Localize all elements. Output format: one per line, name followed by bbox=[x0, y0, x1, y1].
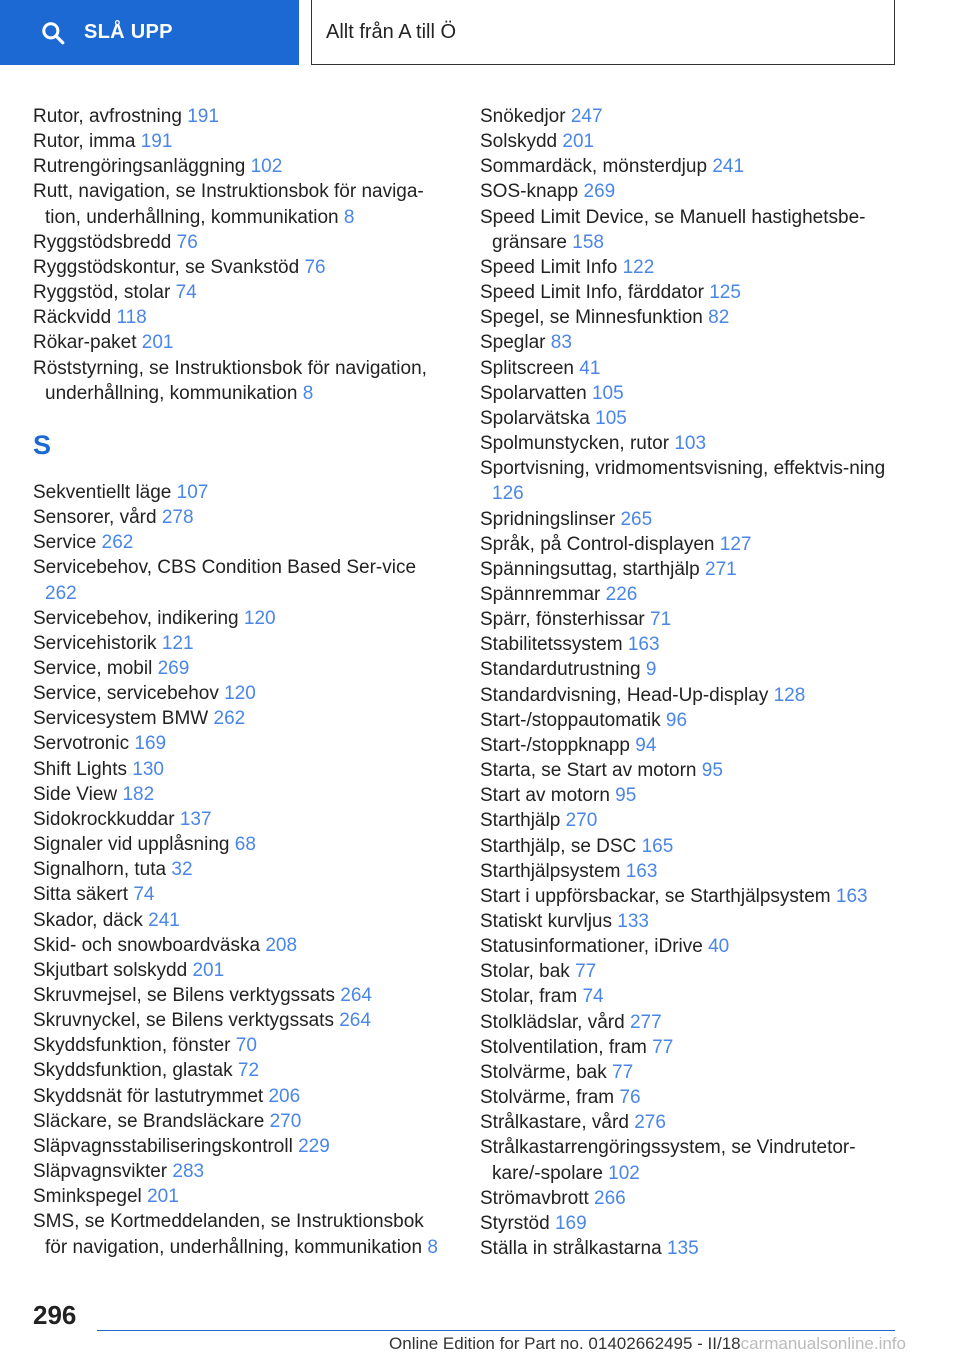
index-term: Shift Lights bbox=[33, 758, 127, 780]
index-entry bbox=[480, 708, 900, 733]
page-link[interactable]: 277 bbox=[629, 1011, 662, 1033]
index-term: Strålkastare, vård bbox=[480, 1112, 629, 1134]
index-term: Ryggstödskontur, se Svankstöd bbox=[33, 256, 300, 278]
footer-divider bbox=[97, 1330, 895, 1331]
index-entry bbox=[480, 783, 900, 808]
index-term: SOS-knapp bbox=[480, 181, 579, 203]
page-link[interactable]: 77 bbox=[652, 1036, 674, 1058]
index-entry bbox=[480, 330, 900, 355]
footer-edition bbox=[389, 1334, 906, 1354]
index-entry bbox=[33, 280, 443, 305]
index-entry bbox=[480, 859, 900, 884]
page-link[interactable]: 118 bbox=[116, 307, 147, 329]
index-entry bbox=[33, 230, 443, 255]
index-term: Skjutbart solskydd bbox=[33, 959, 188, 981]
page-link[interactable]: 77 bbox=[612, 1061, 634, 1083]
edition-text: Online Edition for Part no. 01402662495 - II/18 bbox=[389, 1334, 741, 1353]
page-link[interactable]: 120 bbox=[243, 607, 276, 629]
index-entry bbox=[480, 129, 900, 154]
page-link[interactable]: 94 bbox=[635, 734, 657, 756]
index-term: Stabilitetssystem bbox=[480, 634, 623, 656]
page-link[interactable]: 191 bbox=[140, 131, 173, 153]
index-entry bbox=[33, 1033, 443, 1058]
page-link[interactable]: 201 bbox=[147, 1186, 179, 1208]
index-entry bbox=[33, 731, 443, 756]
page-link[interactable]: 137 bbox=[179, 808, 212, 830]
page-link[interactable]: 72 bbox=[237, 1060, 260, 1082]
index-term: Ställa in strålkastarna bbox=[480, 1238, 662, 1260]
page-link[interactable]: 102 bbox=[250, 156, 283, 178]
index-term: Service bbox=[33, 532, 97, 554]
page-link[interactable]: 126 bbox=[492, 483, 524, 505]
page-link[interactable]: 262 bbox=[45, 582, 77, 604]
index-term: Skruvmejsel, se Bilens verktygssats bbox=[33, 985, 335, 1006]
index-entry bbox=[480, 154, 900, 179]
index-entry bbox=[33, 857, 443, 882]
index-column-right bbox=[480, 104, 900, 1261]
index-entry bbox=[480, 1085, 900, 1110]
page-link[interactable]: 241 bbox=[712, 156, 745, 178]
index-term: Spännremmar bbox=[480, 583, 601, 605]
page-link[interactable]: 107 bbox=[176, 481, 209, 503]
index-entry bbox=[480, 733, 900, 758]
page-link[interactable]: 201 bbox=[141, 332, 174, 354]
index-term: Starta, se Start av motorn bbox=[480, 760, 697, 782]
page-link[interactable]: 262 bbox=[213, 708, 246, 730]
index-entry bbox=[33, 958, 443, 983]
index-term: Signalhorn, tuta bbox=[33, 859, 167, 881]
index-term: Service, mobil bbox=[33, 657, 153, 679]
index-term: Styrstöd bbox=[480, 1212, 550, 1234]
index-entry bbox=[33, 832, 443, 857]
index-term: Standardutrustning bbox=[480, 659, 641, 681]
index-term: Sekventiellt läge bbox=[33, 481, 172, 503]
index-entry bbox=[480, 507, 900, 532]
page-link[interactable]: 269 bbox=[583, 181, 616, 203]
index-entry bbox=[33, 129, 443, 154]
index-term: Räckvidd bbox=[33, 307, 112, 329]
index-term: Spolarvatten bbox=[480, 382, 587, 404]
index-entry bbox=[480, 1236, 900, 1261]
index-term: Spolarvätska bbox=[480, 407, 590, 429]
index-entry bbox=[480, 632, 900, 657]
index-entry bbox=[480, 959, 900, 984]
index-entry bbox=[33, 356, 443, 406]
index-entry bbox=[33, 782, 443, 807]
index-column-left bbox=[33, 104, 443, 1260]
index-term: Spolmunstycken, rutor bbox=[480, 433, 670, 455]
index-entry bbox=[33, 606, 443, 631]
page-link[interactable]: 95 bbox=[701, 760, 723, 782]
index-entry bbox=[480, 758, 900, 783]
page-number: 296 bbox=[33, 1300, 77, 1330]
index-term: Skyddsfunktion, fönster bbox=[33, 1035, 231, 1057]
index-term: Språk, på Control-displayen bbox=[480, 533, 715, 555]
index-entry bbox=[33, 681, 443, 706]
index-entry bbox=[33, 255, 443, 280]
index-entry bbox=[33, 530, 443, 555]
page-link[interactable]: 226 bbox=[605, 583, 638, 605]
index-term: Rutt, navigation, se Instruktionsbok för naviga-tion, underhållning, kommunikation bbox=[33, 181, 424, 228]
index-term: Strömavbrott bbox=[480, 1187, 589, 1209]
index-entry bbox=[480, 179, 900, 204]
page-link[interactable]: 206 bbox=[268, 1085, 301, 1107]
index-term: Start i uppförsbackar, se Starthjälpsystem bbox=[480, 885, 831, 907]
index-term: Skruvnyckel, se Bilens verktygssats bbox=[33, 1010, 334, 1032]
index-term: Sitta säkert bbox=[33, 884, 129, 906]
page-link[interactable]: 264 bbox=[339, 1010, 371, 1032]
page-link[interactable]: 241 bbox=[148, 909, 180, 931]
index-entry bbox=[480, 255, 900, 280]
page-link[interactable]: 269 bbox=[157, 657, 190, 679]
index-entry bbox=[480, 1060, 900, 1085]
index-term: Solskydd bbox=[480, 131, 558, 153]
index-term: Service, servicebehov bbox=[33, 683, 219, 705]
index-entry bbox=[33, 1159, 443, 1184]
index-entry bbox=[33, 305, 443, 330]
index-term: Släpvagnsstabiliseringskontroll bbox=[33, 1135, 293, 1157]
page-link[interactable]: 122 bbox=[622, 256, 655, 278]
page-link[interactable]: 262 bbox=[101, 532, 134, 554]
index-entry bbox=[480, 808, 900, 833]
index-term: Spegel, se Minnesfunktion bbox=[480, 307, 703, 329]
index-entry bbox=[33, 882, 443, 907]
search-label: SLÅ UPP bbox=[84, 21, 173, 43]
page-link[interactable]: 130 bbox=[132, 758, 164, 780]
index-entry bbox=[480, 1211, 900, 1236]
index-term: Spärr, fönsterhissar bbox=[480, 609, 645, 631]
page-link[interactable]: 8 bbox=[427, 1236, 438, 1258]
index-entry bbox=[480, 406, 900, 431]
page-link[interactable]: 83 bbox=[550, 332, 572, 354]
page-link[interactable]: 70 bbox=[235, 1035, 257, 1057]
page-link[interactable]: 133 bbox=[617, 911, 649, 932]
index-term: Standardvisning, Head-Up-display bbox=[480, 684, 769, 706]
page-link[interactable]: 95 bbox=[615, 785, 637, 807]
index-term: SMS, se Kortmeddelanden, se Instruktionsbok för navigation, underhållning, kommunikation bbox=[33, 1211, 424, 1258]
index-term: Sportvisning, vridmomentsvisning, effektvis-ning bbox=[480, 458, 886, 480]
index-term: Statusinformationer, iDrive bbox=[480, 936, 703, 958]
index-entry bbox=[33, 933, 443, 958]
page-link[interactable]: 32 bbox=[171, 859, 193, 881]
index-term: Speed Limit Info bbox=[480, 256, 618, 278]
page-link[interactable]: 265 bbox=[620, 508, 653, 530]
index-entry bbox=[480, 884, 900, 909]
index-entry bbox=[33, 807, 443, 832]
index-entry bbox=[33, 104, 443, 129]
index-entry bbox=[33, 1209, 443, 1259]
index-term: Sminkspegel bbox=[33, 1186, 142, 1208]
index-term: Speed Limit Info, färddator bbox=[480, 282, 704, 304]
page-link[interactable]: 163 bbox=[835, 885, 868, 907]
index-term: Stolvärme, fram bbox=[480, 1087, 615, 1109]
index-term: Side View bbox=[33, 783, 118, 805]
page-link[interactable]: 125 bbox=[709, 282, 741, 304]
index-term: Strålkastarrengöringssystem, se Vindrutetor-kare/-spolare bbox=[480, 1137, 856, 1184]
page-link[interactable]: 121 bbox=[161, 632, 194, 654]
index-entry bbox=[480, 582, 900, 607]
index-entry bbox=[480, 305, 900, 330]
page-link[interactable]: 128 bbox=[773, 684, 806, 706]
top-bar bbox=[0, 0, 960, 66]
index-term: Starthjälpsystem bbox=[480, 860, 621, 882]
index-term: Statiskt kurvljus bbox=[480, 911, 612, 932]
index-entry bbox=[480, 607, 900, 632]
index-entry bbox=[33, 631, 443, 656]
index-term: Servicebehov, CBS Condition Based Ser-vice bbox=[33, 557, 417, 579]
index-entry bbox=[480, 456, 900, 506]
index-term: Skyddsfunktion, glastak bbox=[33, 1060, 233, 1082]
watermark-text: carmanualsonline.info bbox=[740, 1334, 906, 1353]
index-entry bbox=[33, 983, 443, 1008]
index-term: Stolklädslar, vård bbox=[480, 1011, 625, 1033]
page-link[interactable]: 71 bbox=[650, 609, 672, 631]
page-link[interactable]: 8 bbox=[343, 206, 355, 228]
page-link[interactable]: 96 bbox=[665, 709, 688, 731]
index-term: Speed Limit Device, se Manuell hastighetsbe-gränsare bbox=[480, 206, 866, 253]
index-term: Ryggstödsbredd bbox=[33, 231, 172, 253]
index-term: Skador, däck bbox=[33, 909, 143, 931]
page-link[interactable]: 169 bbox=[134, 733, 167, 755]
index-entry bbox=[480, 909, 900, 934]
page-link[interactable]: 102 bbox=[608, 1162, 640, 1184]
index-entry bbox=[480, 431, 900, 456]
index-term: Start-/stoppautomatik bbox=[480, 709, 661, 731]
page-link[interactable]: 270 bbox=[269, 1110, 302, 1132]
index-term: Starthjälp, se DSC bbox=[480, 835, 637, 857]
index-term: Sidokrockkuddar bbox=[33, 808, 175, 830]
index-entry bbox=[480, 1010, 900, 1035]
page-link[interactable]: 201 bbox=[562, 131, 595, 153]
page-link[interactable]: 68 bbox=[234, 834, 256, 856]
index-entry bbox=[33, 1134, 443, 1159]
page-link[interactable]: 76 bbox=[176, 231, 198, 253]
index-term: Stolvärme, bak bbox=[480, 1061, 607, 1083]
page-link[interactable]: 76 bbox=[304, 256, 326, 278]
index-entry bbox=[33, 154, 443, 179]
index-entry bbox=[480, 104, 900, 129]
page-link[interactable]: 103 bbox=[674, 433, 707, 455]
page-link[interactable]: 158 bbox=[572, 231, 604, 253]
section-tab[interactable] bbox=[311, 0, 895, 65]
index-entry bbox=[33, 1084, 443, 1109]
index-entry bbox=[480, 557, 900, 582]
search-icon bbox=[40, 20, 66, 46]
index-term: Sommardäck, mönsterdjup bbox=[480, 156, 708, 178]
page-link[interactable]: 229 bbox=[298, 1135, 330, 1157]
index-term: Sensorer, vård bbox=[33, 507, 157, 529]
index-term: Rutor, imma bbox=[33, 131, 136, 153]
index-term: Rutrengöringsanläggning bbox=[33, 156, 246, 178]
index-entry bbox=[480, 205, 900, 255]
page-link[interactable]: 74 bbox=[582, 986, 604, 1008]
page-link[interactable]: 105 bbox=[595, 407, 627, 429]
page-link[interactable]: 264 bbox=[340, 985, 372, 1006]
index-entry bbox=[480, 532, 900, 557]
index-entry bbox=[33, 1109, 443, 1134]
index-entry bbox=[480, 280, 900, 305]
index-entry bbox=[480, 984, 900, 1009]
index-term: Servicesystem BMW bbox=[33, 708, 209, 730]
page-link[interactable]: 9 bbox=[645, 659, 657, 681]
index-term: Spridningslinser bbox=[480, 508, 616, 530]
index-entry bbox=[480, 657, 900, 682]
index-term: Stolar, bak bbox=[480, 961, 570, 983]
index-entry bbox=[480, 683, 900, 708]
index-term: Stolventilation, fram bbox=[480, 1036, 647, 1058]
index-entry bbox=[480, 1035, 900, 1060]
page-link[interactable]: 82 bbox=[708, 307, 730, 329]
page-link[interactable]: 41 bbox=[579, 357, 601, 379]
index-entry bbox=[33, 656, 443, 681]
page-link[interactable]: 271 bbox=[705, 558, 737, 580]
page-link[interactable]: 165 bbox=[641, 835, 674, 857]
index-term: Rutor, avfrostning bbox=[33, 106, 182, 127]
index-term: Rökar-paket bbox=[33, 332, 137, 354]
page-link[interactable]: 163 bbox=[627, 634, 660, 656]
index-entry bbox=[33, 1008, 443, 1033]
page-link[interactable]: 135 bbox=[666, 1238, 699, 1260]
page-link[interactable]: 247 bbox=[570, 106, 603, 127]
page-link[interactable]: 266 bbox=[594, 1187, 626, 1209]
page-link[interactable]: 77 bbox=[575, 961, 597, 983]
index-term: Skyddsnät för lastutrymmet bbox=[33, 1085, 264, 1107]
index-entry bbox=[480, 1135, 900, 1185]
index-entry bbox=[33, 908, 443, 933]
index-term: Röststyrning, se Instruktionsbok för navigation, underhållning, kommunikation bbox=[33, 357, 427, 404]
index-letter-heading: S bbox=[33, 429, 52, 460]
page-link[interactable]: 276 bbox=[634, 1112, 666, 1134]
index-term: Släpvagnsvikter bbox=[33, 1161, 168, 1183]
page-link[interactable]: 278 bbox=[161, 507, 194, 529]
page-link[interactable]: 40 bbox=[708, 936, 730, 958]
index-term: Servotronic bbox=[33, 733, 130, 755]
page-link[interactable]: 191 bbox=[187, 106, 219, 127]
index-term: Signaler vid upplåsning bbox=[33, 834, 230, 856]
index-term: Speglar bbox=[480, 332, 546, 354]
index-entry bbox=[33, 505, 443, 530]
index-entry bbox=[480, 934, 900, 959]
page-link[interactable]: 74 bbox=[175, 282, 197, 304]
index-entry bbox=[33, 1184, 443, 1209]
page-link[interactable]: 120 bbox=[224, 683, 256, 705]
index-entry bbox=[480, 356, 900, 381]
index-entry bbox=[33, 179, 443, 229]
index-entry bbox=[33, 1058, 443, 1083]
index-entry bbox=[33, 706, 443, 731]
page-link[interactable]: 163 bbox=[625, 860, 658, 882]
page-link[interactable]: 76 bbox=[619, 1087, 641, 1109]
index-term: Start av motorn bbox=[480, 785, 610, 807]
index-term: Start-/stoppknapp bbox=[480, 734, 630, 756]
index-term: Starthjälp bbox=[480, 810, 561, 832]
index-entry bbox=[33, 757, 443, 782]
index-entry bbox=[33, 480, 443, 505]
index-term: Stolar, fram bbox=[480, 986, 578, 1008]
index-entry bbox=[33, 330, 443, 355]
page-link[interactable]: 8 bbox=[302, 382, 314, 404]
index-entry bbox=[480, 381, 900, 406]
index-term: Splitscreen bbox=[480, 357, 574, 379]
page-link[interactable]: 208 bbox=[265, 934, 298, 956]
page-link[interactable]: 201 bbox=[192, 959, 225, 981]
index-entry bbox=[33, 555, 443, 605]
index-entry bbox=[480, 1186, 900, 1211]
page-link[interactable]: 127 bbox=[719, 533, 752, 555]
index-term: Spänningsuttag, starthjälp bbox=[480, 558, 700, 580]
index-term: Snökedjor bbox=[480, 106, 566, 127]
index-term: Skid- och snowboardväska bbox=[33, 934, 261, 956]
page-link[interactable]: 283 bbox=[172, 1161, 205, 1183]
index-term: Ryggstöd, stolar bbox=[33, 282, 171, 304]
page-link[interactable]: 105 bbox=[591, 382, 624, 404]
page-link[interactable]: 74 bbox=[133, 884, 155, 906]
index-term: Släckare, se Brandsläckare bbox=[33, 1110, 265, 1132]
search-button[interactable] bbox=[0, 0, 299, 65]
page-link[interactable]: 169 bbox=[554, 1212, 587, 1234]
index-entry bbox=[480, 834, 900, 859]
page-link[interactable]: 182 bbox=[122, 783, 155, 805]
index-term: Servicebehov, indikering bbox=[33, 607, 239, 629]
page-link[interactable]: 270 bbox=[565, 810, 598, 832]
index-term: Servicehistorik bbox=[33, 632, 157, 654]
section-title: Allt från A till Ö bbox=[326, 20, 457, 43]
index-entry bbox=[480, 1110, 900, 1135]
